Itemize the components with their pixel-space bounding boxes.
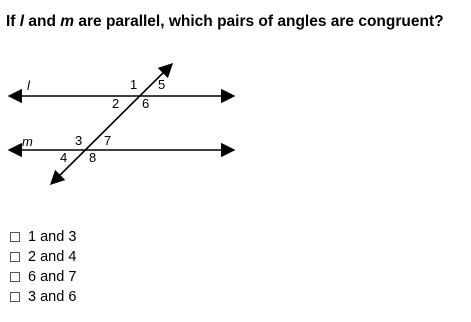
checkbox[interactable] [10,272,20,282]
angle-label-4: 4 [60,150,68,165]
choice-label: 1 and 3 [28,229,77,245]
choice-label: 2 and 4 [28,249,77,265]
question-prefix: If [6,13,20,30]
choice-2-and-4[interactable] [10,247,76,267]
angle-label-7: 7 [104,133,112,148]
variable-l: l [19,13,25,30]
choice-label: 6 and 7 [28,269,77,285]
angle-label-3: 3 [75,133,83,148]
angle-label-2: 2 [112,96,120,111]
answer-choices [10,227,76,307]
angle-label-5: 5 [158,77,166,92]
question-suffix: are parallel, which pairs of angles are congruent? [74,13,444,30]
variable-m: m [60,13,75,30]
choice-1-and-3[interactable] [10,227,76,247]
checkbox[interactable] [10,292,20,302]
label-line-l: l [27,78,30,93]
angle-label-8: 8 [89,150,97,165]
checkbox[interactable] [10,232,20,242]
transversal-line [51,64,172,184]
checkbox[interactable] [10,252,20,262]
angle-label-1: 1 [130,77,138,92]
label-line-m: m [22,134,33,149]
choice-3-and-6[interactable] [10,287,76,307]
question-middle: and [24,13,61,30]
choice-6-and-7[interactable] [10,267,76,287]
choice-label: 3 and 6 [28,289,77,305]
angle-label-6: 6 [142,96,150,111]
